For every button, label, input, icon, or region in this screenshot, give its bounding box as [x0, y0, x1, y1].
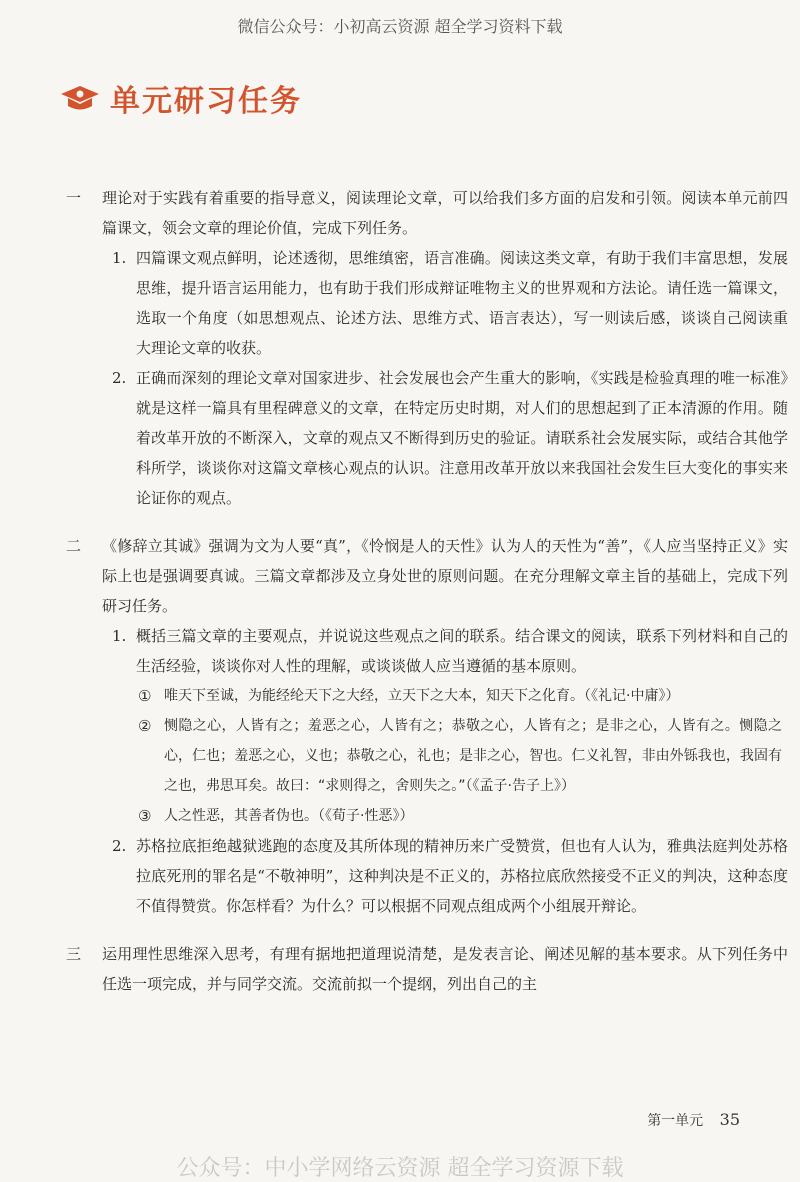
- top-watermark: 微信公众号：小初高云资源 超全学习资料下载: [237, 17, 563, 36]
- quote-number: ③: [138, 807, 152, 825]
- page-number: 35: [719, 1110, 740, 1129]
- subtask: [102, 363, 788, 513]
- task-3: [66, 939, 788, 999]
- task-number: 一: [66, 189, 82, 207]
- bottom-watermark: 公众号：中小学网络云资源 超全学习资源下载: [176, 1156, 624, 1181]
- subtask: [102, 621, 788, 681]
- task-2: [66, 531, 788, 921]
- quote-text: 人之性恶，其善者伪也。（《荀子·性恶》）: [164, 808, 414, 824]
- subtask: [102, 831, 788, 921]
- quote-item: [102, 711, 788, 801]
- task-intro: 《修辞立其诚》强调为文为人要“真”，《怜悯是人的天性》认为人的天性为“善”，《人应当坚持正义》实际上也是强调要真诚。三篇文章都涉及立身处世的原则问题。在充分理解文章主旨的基础上，完成下列研习任务。: [102, 537, 788, 615]
- quote-text: 唯天下至诚，为能经纶天下之大经，立天下之大本，知天下之化育。（《礼记·中庸》）: [164, 688, 680, 704]
- page-footer: [647, 1110, 740, 1130]
- task-intro: 理论对于实践有着重要的指导意义，阅读理论文章，可以给我们多方面的启发和引领。阅读本单元前四篇课文，领会文章的理论价值，完成下列任务。: [102, 189, 788, 237]
- subtask-text: 正确而深刻的理论文章对国家进步、社会发展也会产生重大的影响，《实践是检验真理的唯一标准》就是这样一篇具有里程碑意义的文章，在特定历史时期，对人们的思想起到了正本清源的作用。随着改革开放的不断深入，文章的观点又不断得到历史的验证。请联系社会发展实际，或结合其他学科所学，谈谈你对这篇文章核心观点的认识。注意用改革开放以来我国社会发生巨大变化的事实来论证你的观点。: [136, 369, 788, 507]
- section-header: [58, 76, 302, 120]
- unit-label: 第一单元: [647, 1113, 704, 1129]
- task-number: 二: [66, 537, 82, 555]
- subtask-number: 2.: [112, 837, 127, 855]
- subtask-number: 2.: [112, 369, 127, 387]
- quote-item: [102, 681, 788, 711]
- task-list: [66, 183, 788, 1017]
- task-intro: 运用理性思维深入思考，有理有据地把道理说清楚，是发表言论、阐述见解的基本要求。从下列任务中任选一项完成，并与同学交流。交流前拟一个提纲，列出自己的主: [102, 945, 788, 993]
- subtask-number: 1.: [112, 627, 127, 645]
- quote-text: 恻隐之心，人皆有之；羞恶之心，人皆有之；恭敬之心，人皆有之；是非之心，人皆有之。恻隐之心，仁也；羞恶之心，义也；恭敬之心，礼也；是非之心，智也。仁义礼智，非由外铄我也，我固有之也，弗思耳矣。故曰：“求则得之，舍则失之。”（《孟子·告子上》）: [164, 718, 782, 794]
- subtask-text: 苏格拉底拒绝越狱逃跑的态度及其所体现的精神历来广受赞赏，但也有人认为，雅典法庭判处苏格拉底死刑的罪名是“不敬神明”，这种判决是不正义的，苏格拉底欣然接受不正义的判决，这种态度不值得赞赏。你怎样看？为什么？可以根据不同观点组成两个小组展开辩论。: [136, 837, 788, 915]
- quote-number: ①: [138, 687, 152, 705]
- task-1: [66, 183, 788, 513]
- quote-item: [102, 801, 788, 831]
- subtask: [102, 243, 788, 363]
- section-icon: [58, 78, 102, 118]
- subtask-number: 1.: [112, 249, 127, 267]
- quote-number: ②: [138, 717, 152, 735]
- section-title: 单元研习任务: [110, 84, 302, 119]
- task-number: 三: [66, 945, 82, 963]
- subtask-text: 概括三篇文章的主要观点，并说说这些观点之间的联系。结合课文的阅读，联系下列材料和自己的生活经验，谈谈你对人性的理解，或谈谈做人应当遵循的基本原则。: [136, 627, 788, 675]
- subtask-text: 四篇课文观点鲜明，论述透彻，思维缜密，语言准确。阅读这类文章，有助于我们丰富思想，发展思维，提升语言运用能力，也有助于我们形成辩证唯物主义的世界观和方法论。请任选一篇课文，选取一个角度（如思想观点、论述方法、思维方式、语言表达），写一则读后感，谈谈自己阅读重大理论文章的收获。: [136, 249, 788, 357]
